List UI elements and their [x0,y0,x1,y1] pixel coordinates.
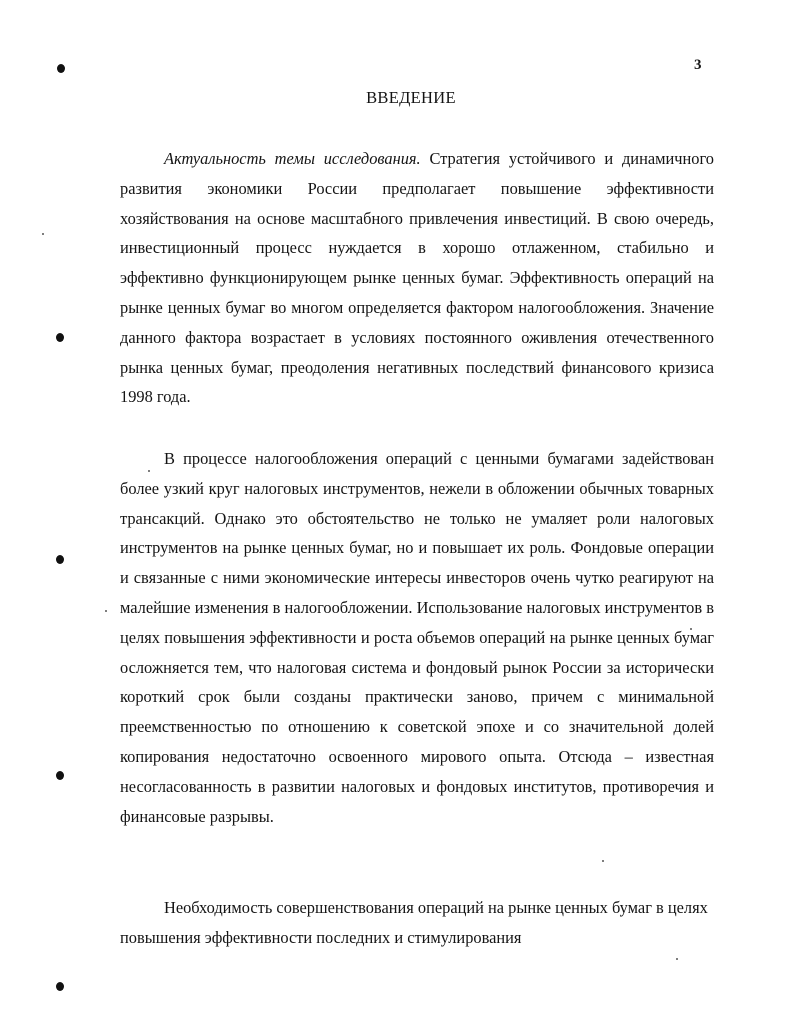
binder-hole-mark [57,64,65,73]
paragraph-relevance [120,144,714,412]
paragraph-body: В процессе налогообложения операций с ценными бумагами задействован более узкий круг налоговых инструментов, нежели в обложении обычных товарных трансакций. Однако это обстоятельство не только не умаляет роли налоговых инструментов на рынке ценных бумаг, но и повышает их роль. Фондовые операции и связанные с ними экономические интересы инвесторов очень чутко реагируют на малейшие изменения в налогообложении. Использование налоговых инструментов в целях повышения эффективности и роста объемов операций на рынке ценных бумаг осложняется тем, что налоговая система и фондовый рынок России за исторически короткий срок были созданы практически заново, причем с минимальной преемственностью по отношению к советской эпохе и со значительной долей копирования недостаточно освоенного мирового опыта. Отсюда – известная несогласованность в развитии налоговых и фондовых институтов, противоречия и финансовые разрывы. [120,449,714,826]
paragraph-lead-italic: Актуальность темы исследования. [164,149,421,168]
paragraph-body: Необходимость совершенствования операций на рынке ценных бумаг в целях повышения эффективности последних и стимулирования [120,898,708,947]
paragraph-taxation [120,444,714,831]
binder-hole-mark [56,333,64,342]
scan-speck [42,233,44,235]
paragraph-body: Стратегия устойчивого и динамичного развития экономики России предполагает повышение эффективности хозяйствования на основе масштабного привлечения инвестиций. В свою очередь, инвестиционный процесс нуждается в хорошо отлаженном, стабильно и эффективно функционирующем рынке ценных бумаг. Эффективность операций на рынке ценных бумаг во многом определяется фактором налогообложения. Значение данного фактора возрастает в условиях постоянного оживления отечественного рынка ценных бумаг, преодоления негативных последствий финансового кризиса 1998 года. [120,149,714,407]
scan-speck [676,958,678,960]
binder-hole-mark [56,771,64,780]
binder-hole-mark [56,982,64,991]
paragraph-necessity [120,893,714,953]
binder-hole-mark [56,555,64,564]
scan-speck [105,610,107,612]
scan-speck [602,860,604,862]
section-title: ВВЕДЕНИЕ [366,88,456,107]
page-number: 3 [694,57,702,73]
